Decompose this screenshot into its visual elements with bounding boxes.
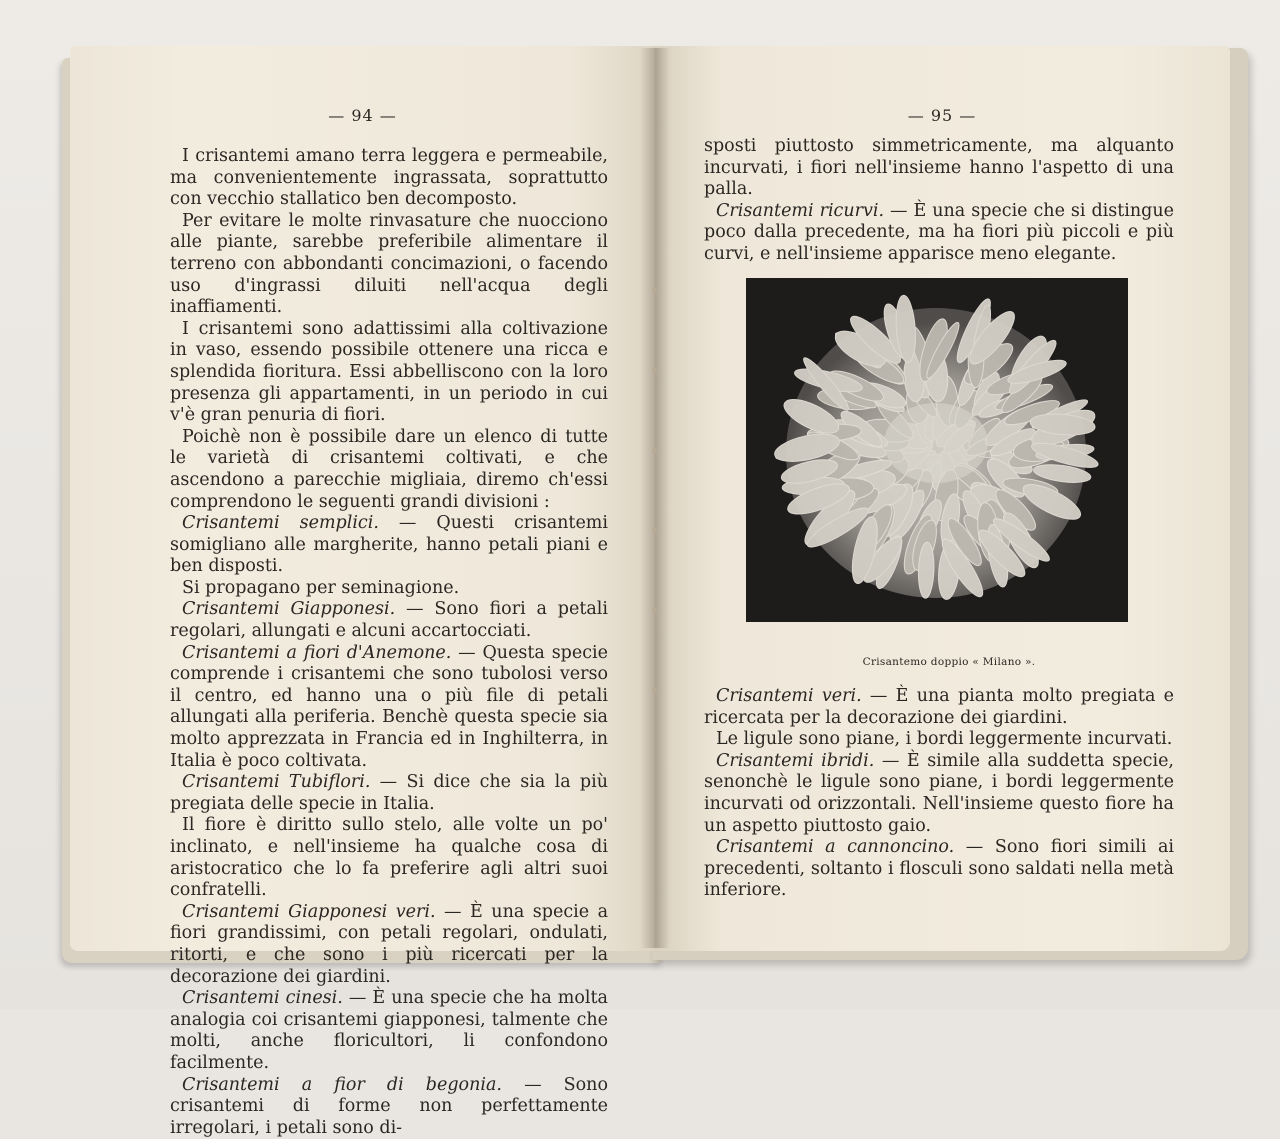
variety-name: Crisantemi a fior di begonia. — [182, 1074, 502, 1095]
paragraph — [170, 902, 608, 988]
binding-stitch — [652, 528, 657, 533]
right-page-text-bottom — [704, 686, 1174, 902]
paragraph — [704, 837, 1174, 902]
variety-name: Crisantemi Giapponesi veri. — [182, 901, 436, 922]
variety-name: Crisantemi Giapponesi. — [182, 599, 396, 620]
binding-stitch — [652, 448, 657, 453]
paragraph — [704, 751, 1174, 837]
paragraph — [704, 686, 1174, 729]
paragraph — [170, 599, 608, 642]
open-book — [62, 38, 1248, 1138]
paragraph — [170, 1075, 608, 1139]
paragraph-text: — È simile alla suddetta specie, senonchè le ligule sono piane, i bordi leggermente incurvati od orizzontali. Nell'insieme questo fiore ha un aspetto piuttosto gaio. — [704, 750, 1174, 836]
paragraph — [170, 815, 608, 901]
paragraph — [170, 319, 608, 427]
paragraph — [704, 729, 1174, 751]
paragraph-text: — Sono fiori simili ai precedenti, soltanto i flosculi sono saldati nella metà inferiore. — [704, 837, 1175, 901]
paragraph-text: Le ligule sono piane, i bordi leggermente incurvati. — [716, 729, 1173, 750]
paragraph-text: — È una specie a fiori grandissimi, con petali regolari, ondulati, ritorti, e che sono i più ricercati per la decorazione dei giardini. — [170, 901, 609, 987]
paragraph — [170, 643, 608, 773]
paragraph-text: — È una pianta molto pregiata e ricercata per la decorazione dei giardini. — [704, 686, 1174, 728]
chrysanthemum-photograph — [746, 278, 1128, 622]
variety-name: Crisantemi Tubiflori. — [182, 772, 371, 793]
paragraph-text: — Si dice che sia la più pregiata delle specie in Italia. — [170, 772, 608, 814]
paragraph-text: I crisantemi amano terra leggera e permeabile, ma convenientemente ingrassata, soprattutto con vecchio stallatico ben decomposto. — [170, 146, 608, 210]
paragraph-text: — È una specie che si distingue poco dalla precedente, ma ha fiori più piccoli e più curvi, e nell'insieme apparisce meno elegante. — [704, 200, 1174, 264]
right-page — [654, 46, 1230, 951]
variety-name: Crisantemi ricurvi. — [716, 200, 885, 221]
variety-name: Crisantemi cinesi. — [182, 988, 343, 1009]
variety-name: Crisantemi veri. — [716, 686, 862, 706]
paragraph-text: sposti piuttosto simmetricamente, ma alquanto incurvati, i fiori nell'insieme hanno l'aspetto di una palla. — [704, 136, 1174, 200]
variety-name: Crisantemi ibridi. — [716, 750, 875, 771]
paragraph-text: — Questa specie comprende i crisantemi che sono tubolosi verso il centro, ed hanno una o più file di petali allungati alla periferia. Benchè questa specie sia molto apprezzata in Francia ed in Inghilterra, in Italia è poco coltivata. — [170, 642, 608, 771]
paragraph-text: — Sono crisantemi di forme non perfettamente irregolari, i petali sono di- — [170, 1074, 608, 1138]
binding-stitch — [652, 688, 657, 693]
paragraph — [170, 772, 608, 815]
paragraph — [170, 211, 608, 319]
binding-stitch — [652, 288, 657, 293]
variety-name: Crisantemi a cannoncino. — [716, 837, 955, 858]
variety-name: Crisantemi semplici. — [182, 513, 379, 534]
left-page — [70, 46, 655, 1138]
binding-stitch — [652, 608, 657, 613]
book-gutter — [640, 48, 670, 948]
right-page-text-top — [704, 136, 1174, 266]
paragraph-text: — Questi crisantemi somigliano alle margherite, hanno petali piani e ben disposti. — [170, 513, 608, 577]
paragraph — [170, 427, 608, 513]
figure-caption: Crisantemo doppio « Milano ». — [862, 656, 1036, 668]
paragraph — [170, 578, 608, 600]
chrysanthemum-image — [746, 278, 1128, 622]
page-number-right: — 95 — — [907, 106, 977, 125]
paragraph-text: — Sono fiori a petali regolari, allungati e alcuni accartocciati. — [170, 599, 608, 642]
paragraph — [170, 988, 608, 1074]
paragraph — [704, 136, 1174, 201]
page-number-left: — 94 — — [328, 106, 397, 125]
paragraph-text: Si propagano per seminagione. — [182, 577, 460, 598]
paragraph-text: — È una specie che ha molta analogia coi crisantemi giapponesi, talmente che molti, anche floricultori, li confondono facilmente. — [170, 988, 608, 1073]
binding-stitch — [652, 368, 657, 373]
paragraph-text: Poichè non è possibile dare un elenco di tutte le varietà di crisantemi coltivati, e che ascendono a parecchie migliaia, diremo ch'essi comprendono le seguenti grandi divisioni : — [170, 426, 608, 512]
paragraph — [704, 201, 1174, 266]
paragraph-text: I crisantemi sono adattissimi alla coltivazione in vaso, essendo possibile ottenere una ricca e splendida fioritura. Essi abbelliscono con la loro presenza gli appartamenti, in un periodo in cui v'è gran penuria di fiori. — [170, 318, 608, 426]
paragraph-text: Per evitare le molte rinvasature che nuocciono alle piante, sarebbe preferibile alimentare il terreno con abbondanti concimazioni, o facendo uso d'ingrassi diluiti nell'acqua degli inaffiamenti. — [170, 210, 608, 318]
paragraph — [170, 513, 608, 578]
left-page-text — [170, 146, 608, 1139]
paragraph-text: Il fiore è diritto sullo stelo, alle volte un po' inclinato, e nell'insieme ha qualche cosa di aristocratico che lo fa preferire agli altri suoi confratelli. — [170, 815, 608, 901]
variety-name: Crisantemi a fiori d'Anemone. — [182, 642, 452, 663]
paragraph — [170, 146, 608, 211]
